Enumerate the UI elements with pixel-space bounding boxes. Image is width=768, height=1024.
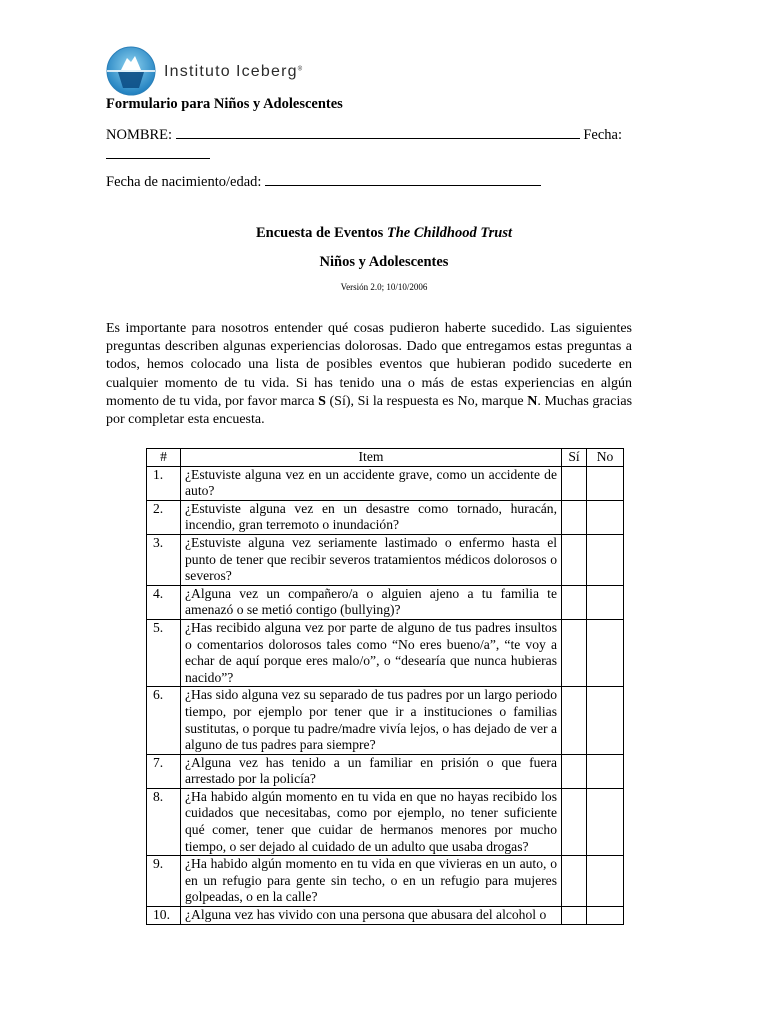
row-question: ¿Estuviste alguna vez en un accidente grave, como un accidente de auto? — [181, 466, 562, 500]
yes-checkbox-cell[interactable] — [562, 466, 587, 500]
row-number: 4. — [147, 585, 181, 619]
table-row — [147, 754, 624, 788]
events-table — [146, 448, 624, 925]
row-number: 1. — [147, 466, 181, 500]
no-checkbox-cell[interactable] — [587, 856, 624, 907]
row-number: 2. — [147, 500, 181, 534]
row-number: 5. — [147, 619, 181, 686]
yes-checkbox-cell[interactable] — [562, 619, 587, 686]
survey-subtitle: Niños y Adolescentes — [319, 254, 449, 270]
yes-checkbox-cell[interactable] — [562, 907, 587, 925]
no-checkbox-cell[interactable] — [587, 585, 624, 619]
form-title: Formulario para Niños y Adolescentes — [106, 96, 343, 112]
row-question: ¿Has sido alguna vez su separado de tus padres por un largo periodo tiempo, por ejemplo por tener que ir a instituciones o familias sustitutas, o porque tu padre/madre vivía lejos, o has dejado de ver a alguno de tus padres para siempre? — [181, 687, 562, 754]
header-item: Item — [181, 449, 562, 467]
name-label: NOMBRE: — [106, 127, 173, 143]
yes-checkbox-cell[interactable] — [562, 534, 587, 585]
no-checkbox-cell[interactable] — [587, 500, 624, 534]
no-checkbox-cell[interactable] — [587, 907, 624, 925]
no-checkbox-cell[interactable] — [587, 534, 624, 585]
table-row — [147, 788, 624, 855]
yes-checkbox-cell[interactable] — [562, 687, 587, 754]
header-no: No — [587, 449, 624, 467]
institute-logo — [106, 44, 303, 98]
row-question: ¿Alguna vez un compañero/a o alguien ajeno a tu familia te amenazó o se metió contigo (bullying)? — [181, 585, 562, 619]
yes-checkbox-cell[interactable] — [562, 754, 587, 788]
no-checkbox-cell[interactable] — [587, 788, 624, 855]
yes-checkbox-cell[interactable] — [562, 788, 587, 855]
row-question: ¿Estuviste alguna vez en un desastre como tornado, huracán, incendio, gran terremoto o inundación? — [181, 500, 562, 534]
header-num: # — [147, 449, 181, 467]
no-checkbox-cell[interactable] — [587, 619, 624, 686]
row-number: 10. — [147, 907, 181, 925]
row-number: 6. — [147, 687, 181, 754]
row-question: ¿Alguna vez has tenido a un familiar en prisión o que fuera arrestado por la policía? — [181, 754, 562, 788]
table-row — [147, 466, 624, 500]
intro-paragraph: Es importante para nosotros entender qué cosas pudieron haberte sucedido. Las siguientes preguntas describen algunas experiencias dolorosas. Dado que entregamos estas preguntas a todos, hemos colocado una lista de posibles eventos que hubieran podido sucederte en cualquier momento de tu vida. Si has tenido una o más de estas experiencias en algún momento de tu vida, por favor marca S (Sí), Si la respuesta es No, marque N. Muchas gracias por completar esta encuesta. — [106, 321, 633, 428]
iceberg-logo-icon — [106, 46, 156, 96]
table-row — [147, 619, 624, 686]
no-checkbox-cell[interactable] — [587, 687, 624, 754]
logo-wordmark: Instituto Iceberg® — [164, 63, 304, 80]
table-row — [147, 585, 624, 619]
date-field-row — [106, 144, 210, 164]
table-header-row — [147, 449, 624, 467]
row-number: 8. — [147, 788, 181, 855]
table-row — [147, 687, 624, 754]
table-row — [147, 500, 624, 534]
name-field-row — [106, 124, 622, 144]
header-yes: Sí — [562, 449, 587, 467]
row-question: ¿Ha habido algún momento en tu vida en que vivieras en un auto, o en un refugio para gente sin techo, o en un refugio para mujeres golpeadas, o en la calle? — [181, 856, 562, 907]
yes-checkbox-cell[interactable] — [562, 500, 587, 534]
table-row — [147, 856, 624, 907]
yes-checkbox-cell[interactable] — [562, 856, 587, 907]
row-number: 3. — [147, 534, 181, 585]
row-question: ¿Estuviste alguna vez seriamente lastimado o enfermo hasta el punto de tener que recibir severos tratamientos médicos dolorosos o severos? — [181, 534, 562, 585]
row-question: ¿Has recibido alguna vez por parte de alguno de tus padres insultos o comentarios dolorosos tales como “No eres bueno/a”, “te voy a echar de aquí porque eres malo/o”, o “desearía que nunca hubieras nacido”? — [181, 619, 562, 686]
dob-field-row — [106, 171, 541, 191]
row-number: 7. — [147, 754, 181, 788]
version-text: Versión 2.0; 10/10/2006 — [340, 282, 428, 292]
dob-label: Fecha de nacimiento/edad: — [106, 174, 262, 190]
date-label: Fecha: — [583, 127, 622, 143]
row-question: ¿Ha habido algún momento en tu vida en que no hayas recibido los cuidados que necesitabas, como por ejemplo, no tener suficiente qué comer, tener que cuidar de hermanos menores por mucho tiempo, o ser dejado al cuidado de un adulto que usaba drogas? — [181, 788, 562, 855]
no-checkbox-cell[interactable] — [587, 466, 624, 500]
row-question: ¿Alguna vez has vivido con una persona que abusara del alcohol o — [181, 907, 562, 925]
table-row — [147, 907, 624, 925]
name-blank[interactable] — [176, 124, 580, 139]
date-blank[interactable] — [106, 144, 210, 159]
dob-blank[interactable] — [265, 171, 541, 186]
table-row — [147, 534, 624, 585]
no-checkbox-cell[interactable] — [587, 754, 624, 788]
survey-title: Encuesta de Eventos The Childhood Trust — [255, 225, 513, 241]
yes-checkbox-cell[interactable] — [562, 585, 587, 619]
row-number: 9. — [147, 856, 181, 907]
